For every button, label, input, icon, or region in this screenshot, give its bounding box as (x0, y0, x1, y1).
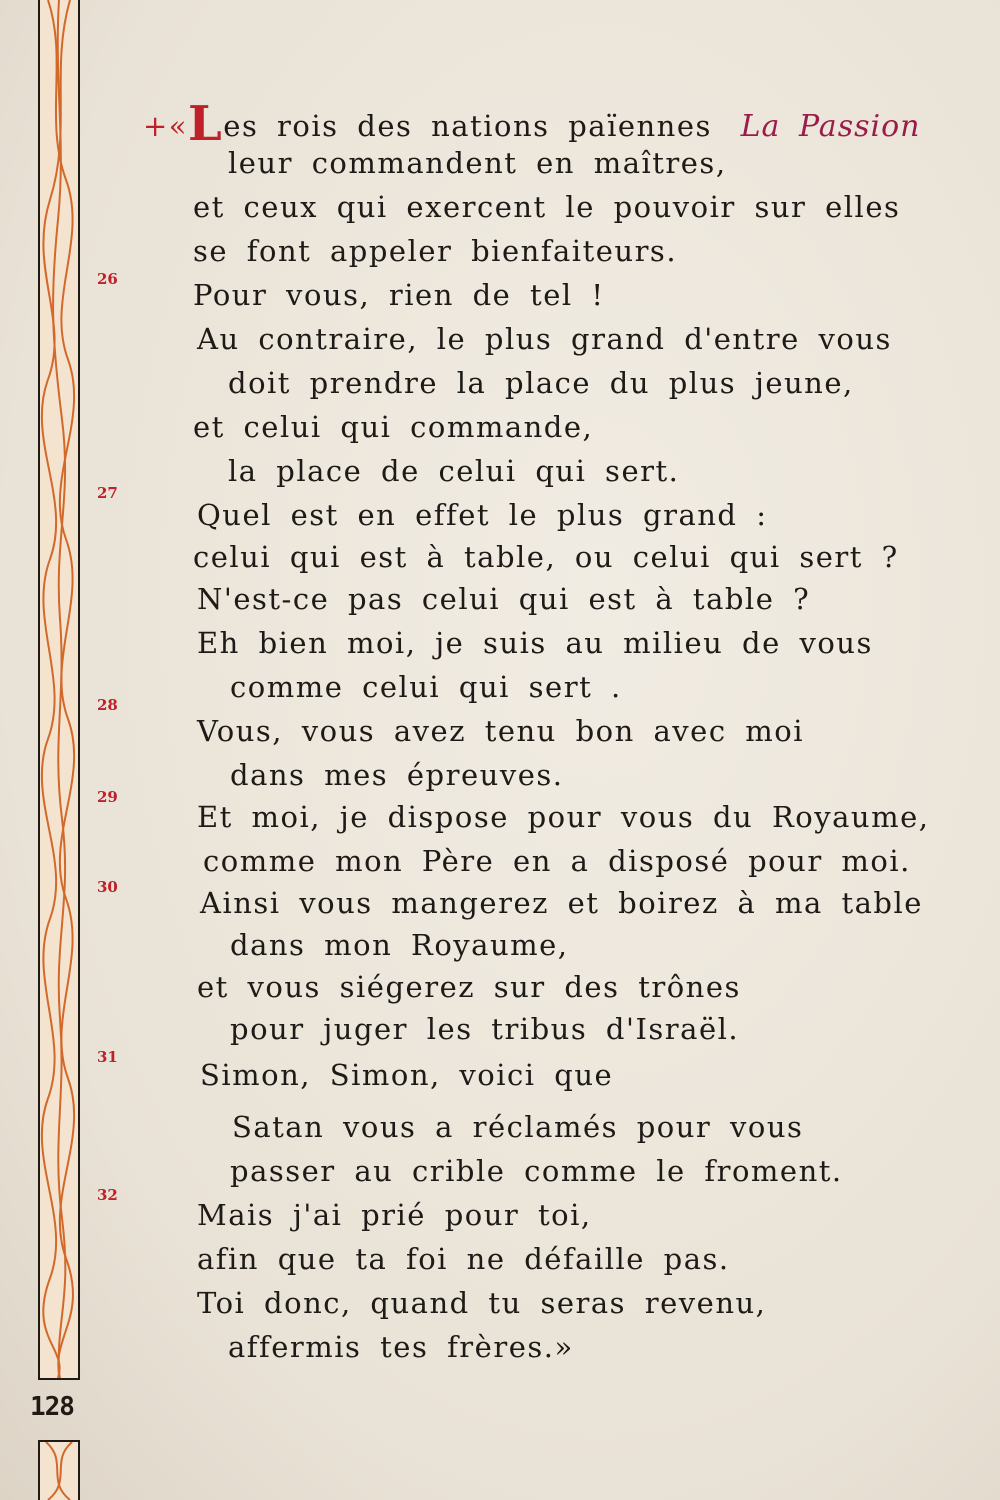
text-line: Quel est en effet le plus grand : (197, 498, 768, 532)
verse-number: 27 (97, 484, 118, 502)
text-line: doit prendre la place du plus jeune, (228, 366, 854, 400)
decorative-border-strip-bottom (38, 1440, 80, 1500)
text-line: et ceux qui exercent le pouvoir sur elles (193, 190, 901, 224)
first-line (143, 96, 921, 152)
text-line: afin que ta foi ne défaille pas. (197, 1242, 730, 1276)
text-line: dans mon Royaume, (230, 928, 569, 962)
text-line: Et moi, je dispose pour vous du Royaume, (197, 800, 930, 834)
verse-number: 30 (97, 878, 118, 896)
text-line: se font appeler bienfaiteurs. (193, 234, 678, 268)
text-line: Eh bien moi, je suis au milieu de vous (197, 626, 873, 660)
verse-number: 32 (97, 1186, 118, 1204)
text-line: Ainsi vous mangerez et boirez à ma table (200, 886, 923, 920)
vine-ornament (40, 1442, 78, 1500)
text-line: Au contraire, le plus grand d'entre vous (197, 322, 892, 356)
text-line: N'est-ce pas celui qui est à table ? (197, 582, 811, 616)
first-line-text: es rois des nations païennes (223, 109, 712, 143)
text-line: et celui qui commande, (193, 410, 594, 444)
decorative-border-strip (38, 0, 80, 1380)
page-number: 128 (30, 1392, 74, 1422)
text-line: affermis tes frères.» (228, 1330, 574, 1364)
text-line: comme celui qui sert . (230, 670, 622, 704)
drop-cap: L (188, 96, 224, 152)
vine-ornament (40, 0, 78, 1378)
text-line: passer au crible comme le froment. (230, 1154, 843, 1188)
text-line: leur commandent en maîtres, (228, 146, 727, 180)
section-heading: La Passion (740, 109, 921, 144)
verse-number: 31 (97, 1048, 118, 1066)
text-line: Toi donc, quand tu seras revenu, (197, 1286, 767, 1320)
text-line: dans mes épreuves. (230, 758, 564, 792)
text-line: et vous siégerez sur des trônes (197, 970, 741, 1004)
text-line: comme mon Père en a disposé pour moi. (203, 844, 911, 878)
verse-number: 29 (97, 788, 118, 806)
text-line: Vous, vous avez tenu bon avec moi (197, 714, 805, 748)
verse-number: 26 (97, 270, 118, 288)
text-line: la place de celui qui sert. (228, 454, 680, 488)
text-line: Simon, Simon, voici que (200, 1058, 614, 1092)
text-line: celui qui est à table, ou celui qui sert ? (193, 540, 899, 574)
text-line: Mais j'ai prié pour toi, (197, 1198, 592, 1232)
text-line: Pour vous, rien de tel ! (193, 278, 605, 312)
text-line: pour juger les tribus d'Israël. (230, 1012, 740, 1046)
text-line: Satan vous a réclamés pour vous (232, 1110, 804, 1144)
verse-number: 28 (97, 696, 118, 714)
opening-marks: +« (143, 109, 189, 143)
